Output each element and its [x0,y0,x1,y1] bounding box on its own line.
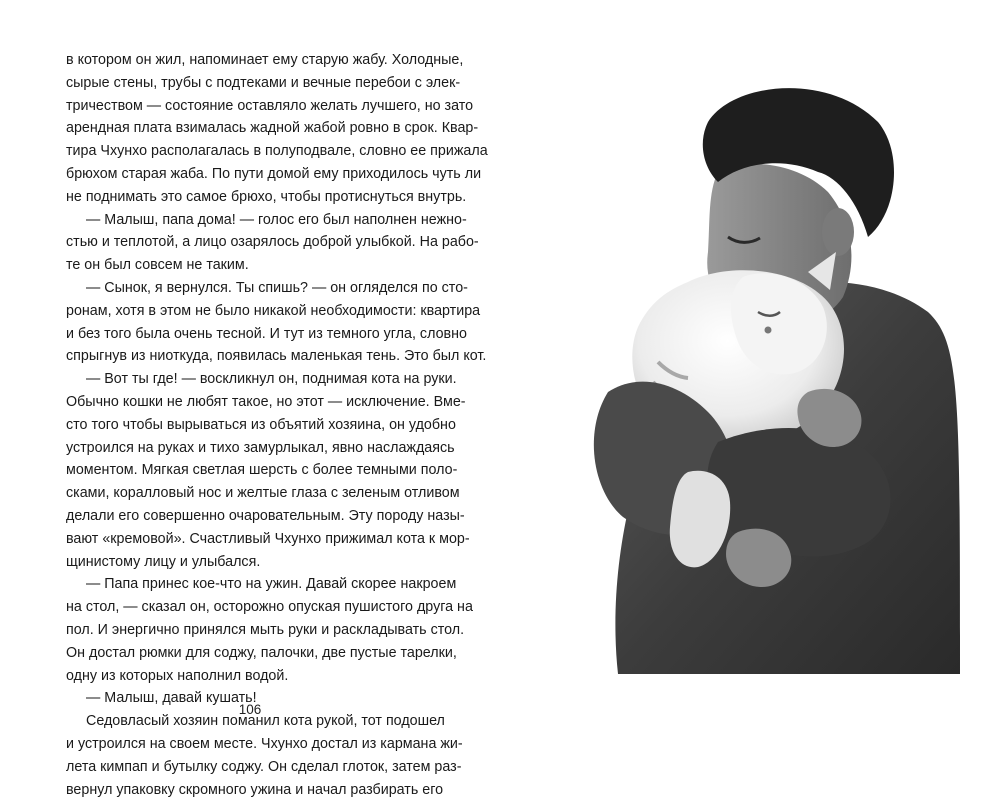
text-line: сками, коралловый нос и желтые глаза с зеленым отливом [66,482,440,505]
text-line: стью и теплотой, а лицо озарялось доброй улыбкой. На рабо- [66,231,440,254]
text-line: пол. И энергично принялся мыть руки и раскладывать стол. [66,619,440,642]
text-line: одну из которых наполнил водой. [66,665,440,688]
text-line: брюхом старая жаба. По пути домой ему приходилось чуть ли [66,163,440,186]
text-line: те он был совсем не таким. [66,254,440,277]
text-line: — Малыш, папа дома! — голос его был наполнен нежно- [66,209,440,232]
text-line: устроился на руках и тихо замурлыкал, явно наслаждаясь [66,437,440,460]
text-line: — Сынок, я вернулся. Ты спишь? — он огляделся по сто- [66,277,440,300]
text-line: — Папа принес кое-что на ужин. Давай скорее накроем [66,573,440,596]
page-number: 106 [0,702,500,717]
body-text [66,49,440,801]
ear-shape [822,208,854,256]
text-line: Он достал рюмки для соджу, палочки, две пустые тарелки, [66,642,440,665]
text-line: на стол, — сказал он, осторожно опуская пушистого друга на [66,596,440,619]
text-line: лета кимпап и бутылку соджу. Он сделал глоток, затем раз- [66,756,440,779]
text-line: ронам, хотя в этом не было никакой необходимости: квартира [66,300,440,323]
text-line: вают «кремовой». Счастливый Чхунхо прижимал кота к мор- [66,528,440,551]
text-line: и без того была очень тесной. И тут из темного угла, словно [66,323,440,346]
cat-nose-shape [765,327,772,334]
text-line: в котором он жил, напоминает ему старую жабу. Холодные, [66,49,440,72]
text-line: арендная плата взималась жадной жабой ровно в срок. Квар- [66,117,440,140]
text-line: Седовласый хозяин поманил кота рукой, тот подошел [66,710,440,733]
text-line: тричеством — состояние оставляло желать лучшего, но зато [66,95,440,118]
text-line: моментом. Мягкая светлая шерсть с более темными поло- [66,459,440,482]
text-line: — Малыш, давай кушать! [66,687,440,710]
text-line: Обычно кошки не любят такое, но этот — исключение. Вме- [66,391,440,414]
text-line: вернул упаковку скромного ужина и начал разбирать его [66,779,440,801]
text-line: тира Чхунхо располагалась в полуподвале, словно ее прижала [66,140,440,163]
text-line: сырые стены, трубы с подтеками и вечные перебои с элек- [66,72,440,95]
text-line: щинистому лицу и улыбался. [66,551,440,574]
text-line: делали его совершенно очаровательным. Эту породу назы- [66,505,440,528]
text-line: не поднимать это самое брюхо, чтобы протиснуться внутрь. [66,186,440,209]
text-line: сто того чтобы вырываться из объятий хозяина, он удобно [66,414,440,437]
text-line: и устроился на своем месте. Чхунхо достал из кармана жи- [66,733,440,756]
text-line: — Вот ты где! — воскликнул он, поднимая кота на руки. [66,368,440,391]
text-line: спрыгнув из ниоткуда, появилась маленькая тень. Это был кот. [66,345,440,368]
man-hugging-cat-illustration [568,62,960,674]
